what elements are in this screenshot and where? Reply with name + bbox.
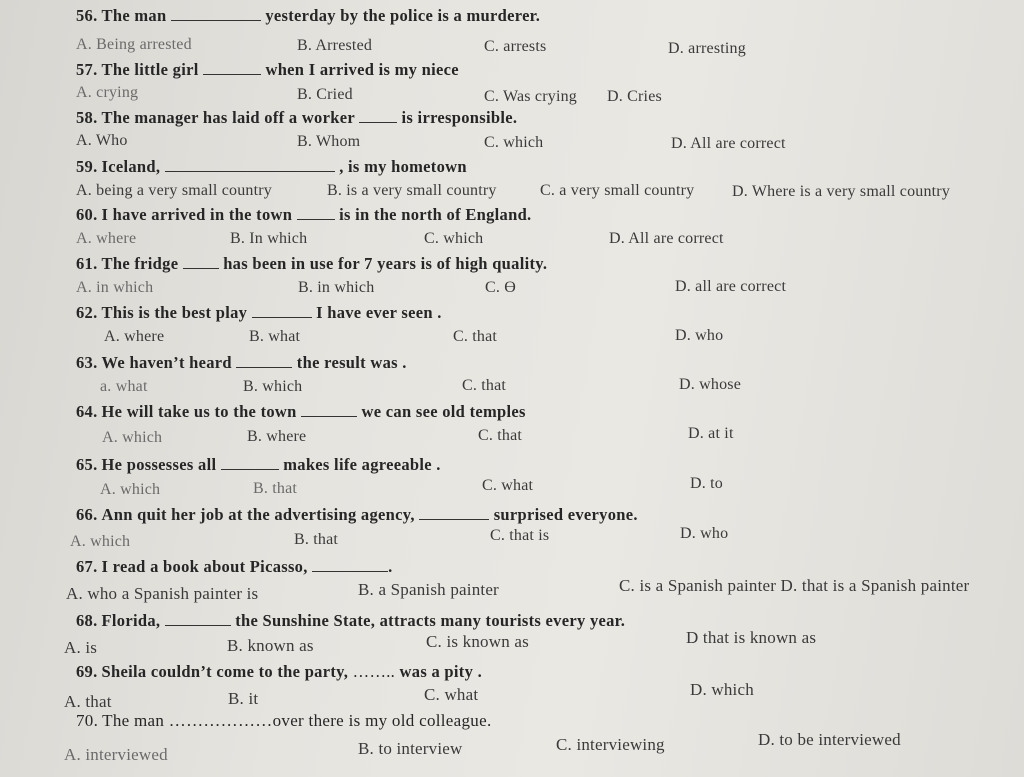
- question-70: [76, 711, 492, 731]
- question-66: [76, 505, 638, 525]
- answer-blank: [297, 205, 335, 220]
- option-c: C. is known as: [426, 632, 529, 651]
- question-stem-end: when I arrived is my niece: [265, 60, 459, 79]
- answer-blank: [203, 60, 261, 75]
- option-d: D. Where is a very small country: [732, 183, 951, 200]
- option-a: A. interviewed: [64, 745, 168, 764]
- question-stem: The manager has laid off a worker: [101, 108, 355, 127]
- question-68: [76, 611, 625, 631]
- option-c: C. Ɵ: [485, 279, 517, 296]
- option-b: B. it: [228, 689, 259, 708]
- question-57: [76, 60, 459, 80]
- option-a: A. is: [64, 638, 98, 657]
- option-d: D. All are correct: [671, 135, 786, 152]
- option-b: B. to interview: [358, 739, 463, 758]
- answer-blank: [359, 108, 397, 123]
- option-a: A. Who: [76, 132, 128, 149]
- option-b: B. that: [294, 531, 339, 548]
- question-stem-end: we can see old temples: [361, 402, 526, 421]
- option-a: A. which: [102, 429, 163, 446]
- option-d: D. to be interviewed: [758, 730, 901, 749]
- option-b: B. is a very small country: [327, 182, 497, 199]
- question-64: [76, 402, 526, 422]
- question-63: [76, 353, 407, 373]
- option-c-and-d: C. is a Spanish painter D. that is a Spanish painter: [619, 576, 970, 595]
- option-b: B. Whom: [297, 133, 361, 150]
- question-56: [76, 6, 540, 26]
- option-c: C. what: [482, 477, 534, 494]
- answer-blank: [171, 6, 261, 21]
- question-stem: Iceland,: [101, 157, 161, 176]
- option-b: B. what: [249, 328, 301, 345]
- option-c: C. interviewing: [556, 735, 665, 754]
- question-number: 65.: [76, 455, 98, 474]
- answer-blank: [165, 157, 335, 172]
- question-number: 66.: [76, 505, 98, 524]
- question-number: 68.: [76, 611, 98, 630]
- option-b: B. that: [253, 480, 298, 497]
- question-stem-end: the Sunshine State, attracts many tourists every year.: [235, 611, 626, 630]
- answer-blank: [236, 353, 292, 368]
- option-c: C. which: [484, 134, 544, 151]
- question-number: 64.: [76, 402, 98, 421]
- answer-blank: [301, 402, 357, 417]
- option-c: C. that is: [490, 527, 550, 544]
- option-a: a. what: [100, 378, 148, 395]
- option-d: D. who: [675, 327, 724, 344]
- answer-blank: [183, 254, 219, 269]
- question-number: 67.: [76, 557, 98, 576]
- option-b: B. Cried: [297, 86, 353, 103]
- question-stem: Florida,: [101, 611, 161, 630]
- question-stem-end: makes life agreeable .: [283, 455, 441, 474]
- question-number: 59.: [76, 157, 98, 176]
- option-b: B. known as: [227, 636, 314, 655]
- question-stem: We haven’t heard: [101, 353, 232, 372]
- question-number: 62.: [76, 303, 98, 322]
- option-a: A. crying: [76, 84, 139, 101]
- question-stem: He possesses all: [101, 455, 217, 474]
- question-stem-end: the result was .: [296, 353, 407, 372]
- question-60: [76, 205, 531, 225]
- option-a: A. that: [64, 692, 112, 711]
- question-stem: The little girl: [101, 60, 199, 79]
- question-number: 58.: [76, 108, 98, 127]
- question-stem-end: has been in use for 7 years is of high quality.: [223, 254, 548, 273]
- question-stem: The man: [101, 6, 167, 25]
- option-b: B. a Spanish painter: [358, 580, 499, 599]
- answer-blank: [165, 611, 231, 626]
- question-62: [76, 303, 442, 323]
- question-stem: The fridge: [101, 254, 179, 273]
- question-stem-end: over there is my old colleague.: [272, 711, 492, 730]
- question-number: 69.: [76, 662, 98, 681]
- option-c: C. a very small country: [540, 182, 695, 199]
- option-c: C. that: [453, 328, 498, 345]
- option-b: B. In which: [230, 230, 308, 247]
- option-d: D. Cries: [607, 88, 662, 105]
- option-c: C. what: [424, 685, 479, 704]
- question-stem-end: is irresponsible.: [401, 108, 518, 127]
- option-a: A. who a Spanish painter is: [66, 584, 259, 603]
- option-b: B. Arrested: [297, 37, 373, 54]
- question-stem-end: surprised everyone.: [493, 505, 638, 524]
- answer-blank: [312, 557, 388, 572]
- question-stem: He will take us to the town: [101, 402, 297, 421]
- question-stem: I have arrived in the town: [101, 205, 293, 224]
- option-d: D. which: [690, 680, 754, 699]
- answer-blank: [252, 303, 312, 318]
- question-58: [76, 108, 517, 128]
- question-stem-end: , is my hometown: [339, 157, 467, 176]
- question-59: [76, 157, 467, 177]
- option-d: D. arresting: [668, 40, 746, 57]
- question-69: [76, 662, 482, 682]
- answer-dots: ………………: [168, 711, 273, 730]
- option-c: C. Was crying: [484, 88, 578, 105]
- option-d: D that is known as: [686, 628, 817, 647]
- question-stem-end: is in the north of England.: [339, 205, 532, 224]
- question-number: 57.: [76, 60, 98, 79]
- question-stem-end: .: [388, 557, 393, 576]
- option-a: A. where: [76, 230, 137, 247]
- question-stem-end: I have ever seen .: [316, 303, 442, 322]
- question-number: 70.: [76, 711, 99, 730]
- question-stem: Sheila couldn’t come to the party,: [101, 662, 349, 681]
- option-a: A. Being arrested: [76, 36, 192, 53]
- answer-blank: [419, 505, 489, 520]
- question-stem-end: yesterday by the police is a murderer.: [265, 6, 541, 25]
- question-number: 63.: [76, 353, 98, 372]
- option-b: B. which: [243, 378, 303, 395]
- option-d: D. whose: [679, 376, 742, 393]
- question-number: 60.: [76, 205, 98, 224]
- question-65: [76, 455, 441, 475]
- answer-dots: ……..: [352, 662, 396, 681]
- option-d: D. all are correct: [675, 278, 787, 295]
- option-a: A. which: [70, 533, 131, 550]
- option-a: A. being a very small country: [76, 182, 272, 199]
- option-c: C. that: [462, 377, 507, 394]
- option-d: D. to: [690, 475, 723, 492]
- question-stem: The man: [102, 711, 165, 730]
- option-d: D. at it: [688, 425, 734, 442]
- option-b: B. in which: [298, 279, 375, 296]
- option-a: A. which: [100, 481, 161, 498]
- question-number: 61.: [76, 254, 98, 273]
- question-stem-end: was a pity .: [399, 662, 482, 681]
- question-stem: Ann quit her job at the advertising agency,: [101, 505, 415, 524]
- question-number: 56.: [76, 6, 98, 25]
- option-a: A. where: [104, 328, 165, 345]
- question-61: [76, 254, 547, 274]
- option-c: C. that: [478, 427, 523, 444]
- option-d: D. All are correct: [609, 230, 724, 247]
- question-stem: I read a book about Picasso,: [101, 557, 308, 576]
- option-c: C. which: [424, 230, 484, 247]
- answer-blank: [221, 455, 279, 470]
- option-c: C. arrests: [484, 38, 547, 55]
- question-67: [76, 557, 393, 577]
- option-d: D. who: [680, 525, 729, 542]
- question-stem: This is the best play: [101, 303, 248, 322]
- option-a: A. in which: [76, 279, 154, 296]
- option-b: B. where: [247, 428, 307, 445]
